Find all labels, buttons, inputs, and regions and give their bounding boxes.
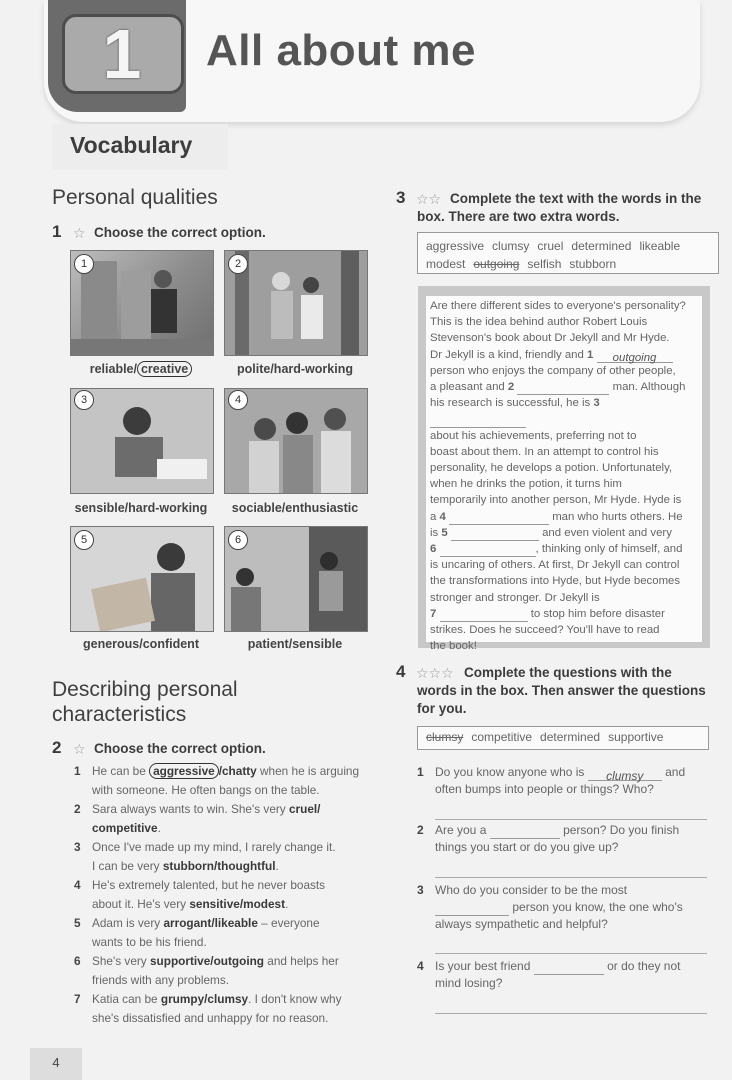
question-1: 1 Do you know anyone who is clumsy and often bumps into people or things? Who? [417,765,686,796]
exercise-4-instruction: words in the box. Then answer the questions [417,683,706,698]
answer-line[interactable] [435,818,707,820]
reading-text: Are there different sides to everyone's personality? This is the idea behind author Robert Louis Stevenson's book about Dr Jekyll and Mr Hyde. Dr Jekyll is a kind, friendly and 1 outgoing person who enjoys the company of other people, a pleasant and 2 man. Although his research is successful, he is 3 about his achievements, preferring not to boast about them. In an attempt to control his personality, he develops a potion. Unfortunately, when he drinks the potion, it turns him temporarily into another person, Mr Hyde. Hyde is a 4 man who hurts others. He is 5 and even violent and very 6 , thinking only of himself, and is uncaring of others. At first, Dr Jekyll can control the transformations into Hyde, but Hyde becomes stronger and stronger. Dr Jekyll is 7 to stop him before disaster strikes. Does he succeed? You'll have to read the book! [426,296,702,642]
photo-caption: sensible/hard-working [74,501,208,515]
word-box: clumsy competitive determined supportive [417,726,709,750]
photo-number: 5 [74,530,94,550]
difficulty-star-icon: ☆ [73,741,86,757]
photo-caption: reliable/ creative [70,362,212,376]
photo-number: 6 [228,530,248,550]
question-2: 2 Are you a person? Do you finish things you start or do you give up? [417,823,680,854]
exercise-2-instruction: Choose the correct option. [94,741,266,756]
exercise-4-number: 4 [396,662,406,681]
exercise-3-number: 3 [396,188,406,207]
question-3: 3 Who do you consider to be the most person you know, the one who's always sympathetic and helpful? [417,883,683,931]
list-item: 3 Once I've made up my mind, I rarely change it. I can be very stubborn/thoughtful. [74,840,336,873]
answer-line[interactable] [435,1012,707,1014]
photo-caption: patient/sensible [247,637,343,651]
exercise-4-instruction: Complete the questions with the [464,665,672,680]
page-number: 4 [30,1048,82,1080]
difficulty-star-icon: ☆ [73,225,86,241]
unit-title: All about me [206,26,477,75]
photo-number: 1 [74,254,94,274]
photo-caption: sociable/enthusiastic [231,501,359,515]
exercise-1-number: 1 [52,222,62,241]
photo-number: 4 [228,390,248,410]
list-item: 5 Adam is very arrogant/likeable – everyone wants to be his friend. [74,916,320,949]
difficulty-star-icon: ☆☆ [416,191,442,207]
list-item: 7 Katia can be grumpy/clumsy. I don't know why she's dissatisfied and unhappy for no reason. [74,992,342,1025]
list-item: 6 She's very supportive/outgoing and helps her friends with any problems. [74,954,339,987]
exercise-1-instruction: Choose the correct option. [94,225,266,240]
difficulty-star-icon: ☆☆☆ [416,665,454,681]
answer-line[interactable] [435,876,707,878]
exercise-3-instruction: box. There are two extra words. [417,209,620,224]
word-box: aggressive clumsy cruel determined likeable modest outgoing selfish stubborn [417,232,719,274]
list-item: 2 Sara always wants to win. She's very cruel/ competitive. [74,802,321,835]
section-title: Vocabulary [70,132,193,158]
exercise-4-instruction: for you. [417,701,467,716]
unit-number: 1 [102,15,142,93]
heading-describing-characteristics: Describing personal characteristics [52,678,238,726]
photo-number: 2 [228,254,248,274]
photo-caption: polite/hard-working [237,362,353,376]
heading-personal-qualities: Personal qualities [52,186,218,209]
photo-caption: generous/confident [83,637,199,651]
exercise-2-number: 2 [52,738,62,757]
list-item: 4 He's extremely talented, but he never boasts about it. He's very sensitive/modest. [74,878,326,911]
question-4: 4 Is your best friend or do they not mind losing? [417,959,681,990]
exercise-3-instruction: Complete the text with the words in the [450,191,702,206]
list-item: 1 He can be aggressive /chatty when he is arguing with someone. He often bangs on the table. [74,764,360,797]
answer-line[interactable] [435,952,707,954]
photo-number: 3 [74,390,94,410]
